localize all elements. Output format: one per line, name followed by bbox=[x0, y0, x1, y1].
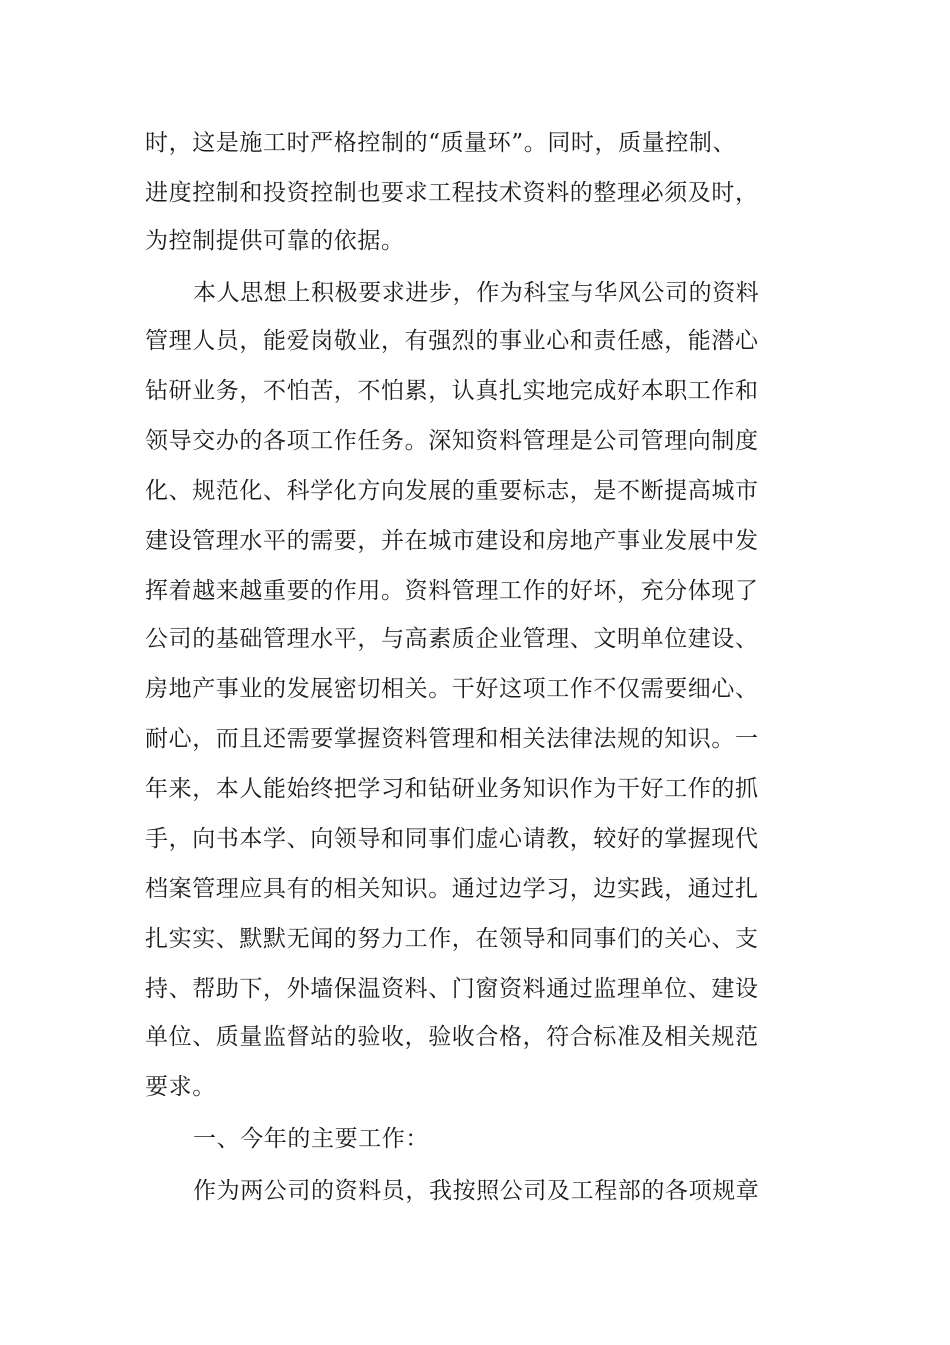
text-line: 化、规范化、科学化方向发展的重要标志，是不断提高城市 bbox=[145, 478, 759, 504]
section-heading: 一、今年的主要工作： bbox=[193, 1126, 429, 1152]
text-line: 时，这是施工时严格控制的“质量环”。同时，质量控制、 bbox=[145, 130, 737, 156]
text-line: 为控制提供可靠的依据。 bbox=[145, 228, 405, 254]
text-line: 扎实实、默默无闻的努力工作，在领导和同事们的关心、支 bbox=[145, 926, 759, 952]
paragraph-first-line: 本人思想上积极要求进步，作为科宝与华风公司的资料 bbox=[193, 280, 760, 306]
paragraph-first-line: 作为两公司的资料员，我按照公司及工程部的各项规章 bbox=[193, 1178, 760, 1204]
text-line: 挥着越来越重要的作用。资料管理工作的好坏，充分体现了 bbox=[145, 578, 759, 604]
text-line: 建设管理水平的需要，并在城市建设和房地产事业发展中发 bbox=[145, 528, 759, 554]
text-line: 领导交办的各项工作任务。深知资料管理是公司管理向制度 bbox=[145, 428, 759, 454]
text-line: 要求。 bbox=[145, 1074, 216, 1100]
text-line: 手，向书本学、向领导和同事们虚心请教，较好的掌握现代 bbox=[145, 826, 759, 852]
text-line: 持、帮助下，外墙保温资料、门窗资料通过监理单位、建设 bbox=[145, 976, 759, 1002]
text-line: 年来，本人能始终把学习和钻研业务知识作为干好工作的抓 bbox=[145, 776, 759, 802]
text-line: 钻研业务，不怕苦，不怕累，认真扎实地完成好本职工作和 bbox=[145, 378, 759, 404]
text-line: 房地产事业的发展密切相关。干好这项工作不仅需要细心、 bbox=[145, 676, 759, 702]
text-line: 管理人员，能爱岗敬业，有强烈的事业心和责任感，能潜心 bbox=[145, 328, 759, 354]
text-line: 进度控制和投资控制也要求工程技术资料的整理必须及时， bbox=[145, 180, 759, 206]
text-line: 耐心，而且还需要掌握资料管理和相关法律法规的知识。一 bbox=[145, 726, 759, 752]
text-line: 单位、质量监督站的验收，验收合格，符合标准及相关规范 bbox=[145, 1024, 759, 1050]
text-line: 公司的基础管理水平，与高素质企业管理、文明单位建设、 bbox=[145, 626, 759, 652]
text-line: 档案管理应具有的相关知识。通过边学习，边实践，通过扎 bbox=[145, 876, 759, 902]
